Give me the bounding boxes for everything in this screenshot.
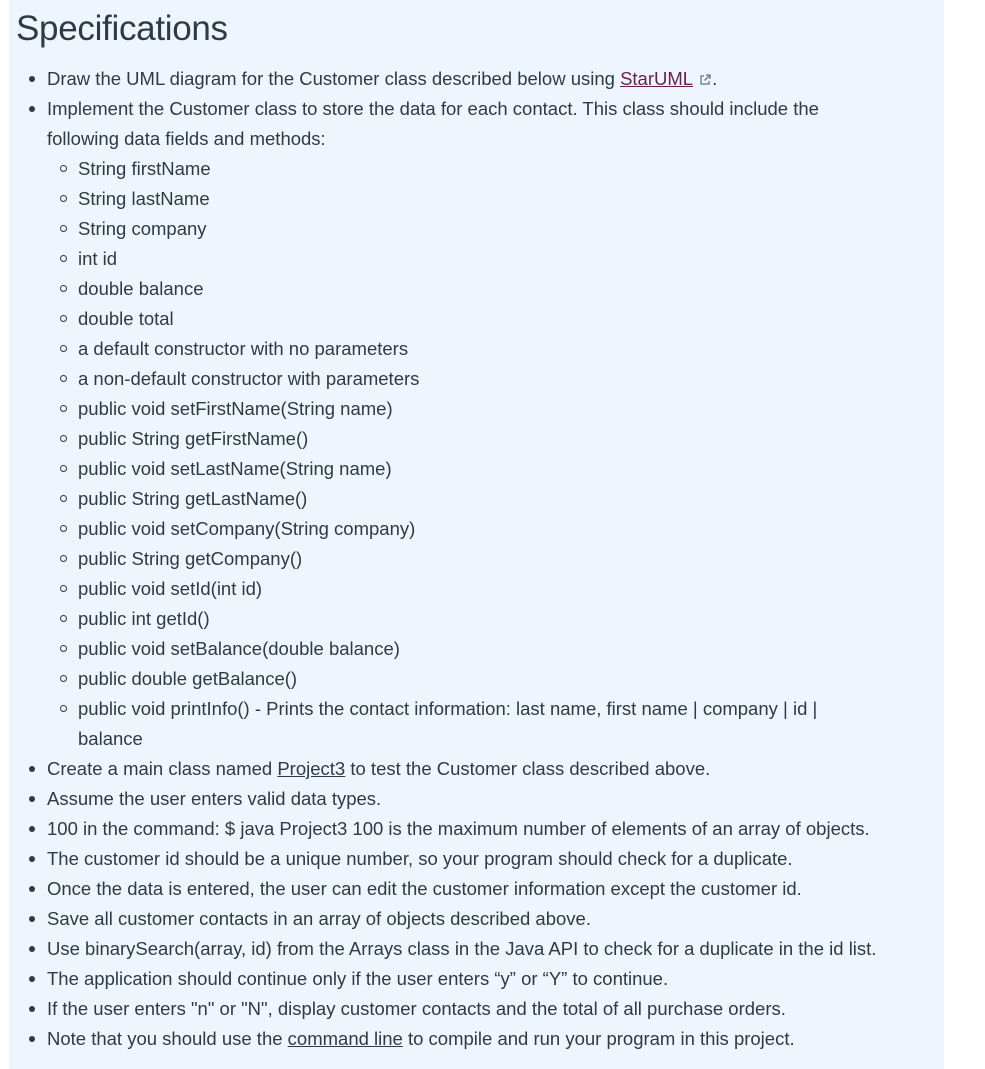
- sublist-item: int id: [47, 244, 940, 274]
- list-item: If the user enters "n" or "N", display customer contacts and the total of all purchase orders.: [0, 994, 940, 1024]
- circle-bullet-icon: [60, 225, 67, 232]
- external-link-icon[interactable]: [698, 73, 712, 87]
- bullet-icon: [29, 106, 35, 112]
- page-title: Specifications: [16, 9, 228, 48]
- circle-bullet-icon: [60, 405, 67, 412]
- list-item: Assume the user enters valid data types.: [0, 784, 940, 814]
- spec-list: [0, 64, 940, 1054]
- list-item: [0, 94, 940, 754]
- sublist-item: a non-default constructor with parameters: [47, 364, 940, 394]
- circle-bullet-icon: [60, 645, 67, 652]
- circle-bullet-icon: [60, 285, 67, 292]
- sublist-item: public void setFirstName(String name): [47, 394, 940, 424]
- project3-link[interactable]: Project3: [277, 758, 346, 779]
- list-item-text-end: .: [712, 68, 718, 89]
- circle-bullet-icon: [60, 705, 67, 712]
- command-line-link[interactable]: command line: [287, 1028, 403, 1049]
- list-item-text: Draw the UML diagram for the Customer class described below using: [47, 68, 621, 89]
- sublist-item: double total: [47, 304, 940, 334]
- bullet-icon: [29, 976, 35, 982]
- list-item: The application should continue only if the user enters “y” or “Y” to continue.: [0, 964, 940, 994]
- circle-bullet-icon: [60, 255, 67, 262]
- circle-bullet-icon: [60, 495, 67, 502]
- sublist-item: public void setBalance(double balance): [47, 634, 940, 664]
- circle-bullet-icon: [60, 165, 67, 172]
- bullet-icon: [29, 766, 35, 772]
- circle-bullet-icon: [60, 195, 67, 202]
- circle-bullet-icon: [60, 525, 67, 532]
- bullet-icon: [29, 1036, 35, 1042]
- sublist-item: double balance: [47, 274, 940, 304]
- sublist-item: String firstName: [47, 154, 940, 184]
- bullet-icon: [29, 856, 35, 862]
- sublist-item: String lastName: [47, 184, 940, 214]
- sublist-item: public void setId(int id): [47, 574, 940, 604]
- bullet-icon: [29, 946, 35, 952]
- sublist-item: public void setLastName(String name): [47, 454, 940, 484]
- bullet-icon: [29, 796, 35, 802]
- bullet-icon: [29, 1006, 35, 1012]
- sublist-item: public String getFirstName(): [47, 424, 940, 454]
- list-item: Save all customer contacts in an array of objects described above.: [0, 904, 940, 934]
- sublist-item: public String getCompany(): [47, 544, 940, 574]
- sublist-item: a default constructor with no parameters: [47, 334, 940, 364]
- list-item: Once the data is entered, the user can edit the customer information except the customer id.: [0, 874, 940, 904]
- sublist-item: String company: [47, 214, 940, 244]
- bullet-icon: [29, 826, 35, 832]
- bullet-icon: [29, 886, 35, 892]
- list-item-text: following data fields and methods:: [47, 128, 326, 149]
- list-item-text: Implement the Customer class to store the data for each contact. This class should include the: [47, 98, 819, 119]
- circle-bullet-icon: [60, 435, 67, 442]
- circle-bullet-icon: [60, 585, 67, 592]
- circle-bullet-icon: [60, 375, 67, 382]
- circle-bullet-icon: [60, 465, 67, 472]
- sublist-item: public void printInfo() - Prints the contact information: last name, first name | company | id | balance: [47, 694, 940, 754]
- class-members-list: [47, 154, 940, 754]
- circle-bullet-icon: [60, 555, 67, 562]
- circle-bullet-icon: [60, 345, 67, 352]
- sublist-item: public double getBalance(): [47, 664, 940, 694]
- staruml-link[interactable]: StarUML: [620, 68, 694, 89]
- list-item: Create a main class named Project3 to test the Customer class described above.: [0, 754, 940, 784]
- bullet-icon: [29, 76, 35, 82]
- circle-bullet-icon: [60, 675, 67, 682]
- sublist-item: public int getId(): [47, 604, 940, 634]
- sublist-item: public String getLastName(): [47, 484, 940, 514]
- bullet-icon: [29, 916, 35, 922]
- circle-bullet-icon: [60, 315, 67, 322]
- list-item: Use binarySearch(array, id) from the Arrays class in the Java API to check for a duplicate in the id list.: [0, 934, 940, 964]
- sublist-item: public void setCompany(String company): [47, 514, 940, 544]
- circle-bullet-icon: [60, 615, 67, 622]
- list-item: 100 in the command: $ java Project3 100 is the maximum number of elements of an array of objects.: [0, 814, 940, 844]
- list-item: [0, 64, 940, 94]
- list-item: Note that you should use the command line to compile and run your program in this project.: [0, 1024, 940, 1054]
- list-item: The customer id should be a unique number, so your program should check for a duplicate.: [0, 844, 940, 874]
